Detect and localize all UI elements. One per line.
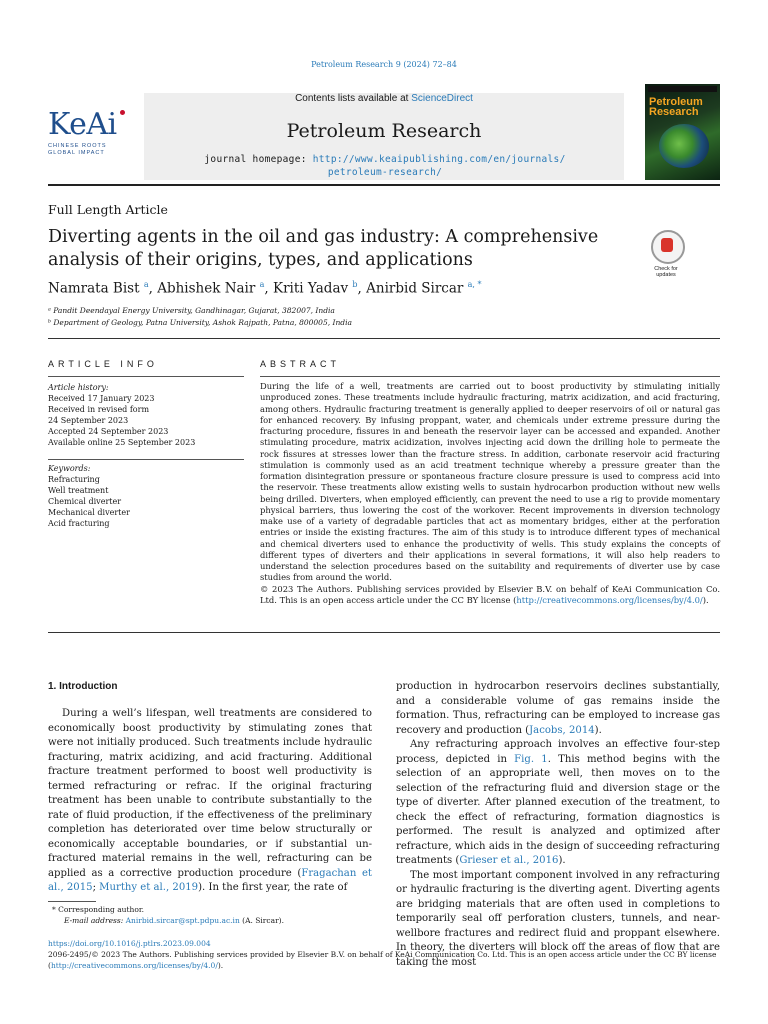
keai-logo	[48, 107, 130, 157]
paragraph-text: ).	[558, 855, 566, 866]
journal-title: Petroleum Research	[286, 120, 482, 142]
article-history	[48, 382, 195, 448]
body-column-left	[48, 707, 372, 896]
keywords-label: Keywords:	[48, 464, 91, 473]
journal-reference[interactable]: Petroleum Research 9 (2024) 72–84	[311, 60, 457, 69]
paragraph	[396, 680, 720, 738]
history-item: Received in revised form	[48, 405, 150, 414]
author-list: Namrata Bist $^a$, Abhishek Nair $^a$, Kriti Yadav $^b$, Anirbid Sircar $^{a, *}$	[48, 280, 482, 297]
author-affiliation-mark[interactable]: a	[143, 280, 149, 289]
license-link[interactable]: http://creativecommons.org/licenses/by/4.0/	[516, 594, 703, 605]
check-for-updates-button[interactable]	[647, 230, 685, 278]
author-name[interactable]: Namrata Bist	[48, 280, 140, 297]
article-type: Full Length Article	[48, 202, 168, 217]
paragraph	[48, 707, 372, 896]
citation-link[interactable]: Murthy et al., 2019	[99, 882, 199, 893]
author-affiliation-mark[interactable]: a, *	[467, 280, 482, 289]
affiliation: ᵃ Pandit Deendayal Energy University, Gandhinagar, Gujarat, 382007, India	[48, 306, 335, 315]
paragraph-text: Any refracturing approach involves an effective four-step process, depicted in	[396, 739, 720, 765]
email-owner: (A. Sircar).	[239, 916, 284, 925]
affiliation: ᵇ Department of Geology, Patna University, Ashok Rajpath, Patna, 800005, India	[48, 318, 352, 327]
article-info-divider	[48, 376, 244, 377]
check-for-updates-label: Check for updates	[654, 266, 678, 278]
keai-tagline-2: GLOBAL IMPACT	[48, 150, 105, 156]
contents-prefix: Contents lists available at	[295, 93, 412, 104]
section-heading-introduction: 1. Introduction	[48, 681, 118, 692]
footer-end: ).	[217, 961, 224, 970]
cover-top-bar	[648, 86, 717, 92]
history-item: 24 September 2023	[48, 416, 129, 425]
figure-link[interactable]: Fig. 1	[514, 753, 548, 765]
abstract-bottom-divider	[48, 632, 720, 633]
citation-link[interactable]: Fragachan et al., 2015	[48, 867, 372, 893]
history-label: Article history:	[48, 383, 109, 392]
header-divider	[48, 184, 720, 186]
paragraph-text: production in hydrocarbon reservoirs declines substantially, and a considerable volume of gas remains inside the formation. Thus, refracturing can be employed to increase gas recovery and production (	[396, 681, 720, 736]
journal-cover-image[interactable]	[645, 84, 720, 180]
keywords	[48, 463, 130, 529]
keyword: Well treatment	[48, 486, 109, 495]
paragraph	[396, 738, 720, 869]
history-item: Accepted 24 September 2023	[48, 427, 169, 436]
abstract-heading: ABSTRACT	[260, 359, 341, 369]
citation-link[interactable]: Grieser et al., 2016	[459, 855, 559, 866]
email-label: E-mail address:	[64, 916, 126, 925]
citation-link[interactable]: Jacobs, 2014	[529, 724, 595, 736]
footnote-divider	[48, 901, 96, 902]
author-name[interactable]: Anirbid Sircar	[366, 280, 464, 297]
abstract-copyright-end: ).	[702, 594, 709, 605]
homepage-link-1[interactable]: http://www.keaipublishing.com/en/journals/	[312, 154, 566, 165]
paragraph-text: ). In the first year, the rate of	[198, 882, 348, 893]
footnote-email	[64, 915, 284, 926]
keai-tagline	[48, 143, 130, 157]
issn-copyright: 2096-2495/© 2023 The Authors. Publishing services provided by Elsevier B.V. on behalf of KeAi Communication Co. Ltd. This is an open access article under the CC BY license (http://creativecommons.org/licenses/by/4.0/).	[48, 950, 717, 970]
sciencedirect-link[interactable]: ScienceDirect	[411, 93, 473, 104]
keywords-divider	[48, 459, 244, 460]
author-affiliation-mark[interactable]: a	[259, 280, 265, 289]
author-name[interactable]: Kriti Yadav	[273, 280, 349, 297]
body-column-right	[396, 680, 720, 970]
abstract-copyright: © 2023 The Authors. Publishing services provided by Elsevier B.V. on behalf of KeAi Communication Co. Ltd. This is an open access article under the CC BY license (	[260, 583, 720, 605]
paragraph-text: . This method begins with the selection of an appropriate well, then moves on to the selection of the refracturing fluid and diversion stage or the type of diverter. After planned execution of the treatment, to check the effect of refracturing, formation diagnostics is performed. The result is analyzed and optimized after refracture, which aids in the design of succeeding refracturing treatments (	[396, 753, 720, 866]
abstract-body	[260, 381, 720, 606]
keyword: Mechanical diverter	[48, 508, 130, 517]
keyword: Refracturing	[48, 475, 100, 484]
check-for-updates-icon	[651, 230, 685, 264]
article-title: Diverting agents in the oil and gas industry: A comprehensive analysis of their origins, types, and applications	[48, 227, 599, 270]
keai-logo-text: KeAi	[48, 107, 117, 142]
contents-lists	[144, 93, 624, 104]
author-affiliation-mark[interactable]: b	[352, 280, 358, 289]
author-name[interactable]: Abhishek Nair	[157, 280, 256, 297]
article-info-heading: ARTICLE INFO	[48, 359, 158, 369]
cover-globe-graphic	[659, 124, 709, 168]
citation-separator: ;	[92, 882, 100, 893]
footnote-corresponding: * Corresponding author.	[52, 905, 145, 914]
cover-title	[649, 97, 703, 117]
history-item: Available online 25 September 2023	[48, 438, 196, 447]
history-item: Received 17 January 2023	[48, 394, 155, 403]
abstract-divider	[260, 376, 720, 377]
paragraph-text: The most important component involved in any refracturing or hydraulic fracturing is the diverting agent. Diverting agents are bridging materials that are often used in completions to temporarily seal off perforation clusters, tunnels, and near-wellbore fractures and redirect fluid and proppant elsewhere. In theory, the diverters will block off the areas of flow that are taking the most	[396, 869, 720, 968]
keai-tagline-1: CHINESE ROOTS	[48, 143, 107, 149]
cover-title-1: Petroleum	[649, 96, 703, 108]
cover-title-2: Research	[649, 106, 699, 118]
journal-homepage	[180, 153, 590, 179]
paragraph-text: During a well’s lifespan, well treatments are considered to economically boost productivity by stimulating zones that were not initially produced. Such treatments include hydraulic fracturing, matrix acidizing, and acid fracturing. Additional fracture treatment performed to boost well productivity is termed refracturing or refrac. If the original fracturing treatment has been unable to contribute substantially to the rate of fluid production, if the effectiveness of the preliminary completion has deteriorated over time below structurally or economically acceptable boundaries, or if substantial un-fractured material remains in the well, refracturing can be applied as a corrective production procedure (	[48, 708, 372, 879]
paragraph-text: ).	[594, 724, 602, 736]
homepage-link-2[interactable]: petroleum-research/	[327, 167, 443, 178]
affiliation-divider	[48, 338, 720, 339]
email-link[interactable]: Anirbid.sircar@spt.pdpu.ac.in	[125, 916, 240, 925]
doi-link[interactable]: https://doi.org/10.1016/j.ptlrs.2023.09.004	[48, 939, 211, 948]
issn-text: 2096-2495/© 2023 The Authors. Publishing services provided by Elsevier B.V. on behalf of KeAi Communication Co. Ltd. This is an open access article under the CC BY license	[48, 950, 717, 959]
keyword: Acid fracturing	[48, 519, 110, 528]
abstract-text: During the life of a well, treatments are carried out to boost productivity by stimulating initially unproduced zones. These treatments include hydraulic fracturing, matrix acidization, and acid fracturing, among others. Hydraulic fracturing treatment is generally applied to deeper reservoirs of oil or natural gas for enhanced recovery. By infusing proppant, water, and chemicals under extreme pressure during the fracturing procedure, fissures in and beneath the reservoir layer can be accessed and expanded. Another stimulating procedure, matrix acidization, involves injecting acid down the drilling hole to permeate the rock fissures at stresses lower than the fracture stress. In addition, carbonate reservoir acid fracturing stimulation is commonly used as an acid treatment technique whereby a pressure greater than the formation disintegration pressure or spontaneous fracture closure pressure is used to compress acid into the reservoir. These treatments allow existing wells to sustain hydrocarbon production without new wells being drilled. Diverters, when employed efficiently, can prevent the need to use a rig to provide momentary physical barriers, thus lowering the cost of the workover. Recent improvements in diversion technology make use of a variety of degradable particles that act as momentary bridges, either at the perforation entries or inside the existing fractures. The aim of this study is to introduce different types of mechanical and chemical diverters used to enhance the productivity of wells. This study explains the concepts of different types of diverters and their applications in several formations, it will also help readers to understand the selection procedures based on the suitability and requirements of diverter use by case studies from around the world.	[260, 381, 720, 583]
keyword: Chemical diverter	[48, 497, 122, 506]
keai-logo-dot	[120, 110, 125, 115]
homepage-label: journal homepage:	[204, 154, 313, 165]
footer-license-link[interactable]: http://creativecommons.org/licenses/by/4.0/	[50, 961, 218, 970]
doi	[48, 938, 720, 949]
